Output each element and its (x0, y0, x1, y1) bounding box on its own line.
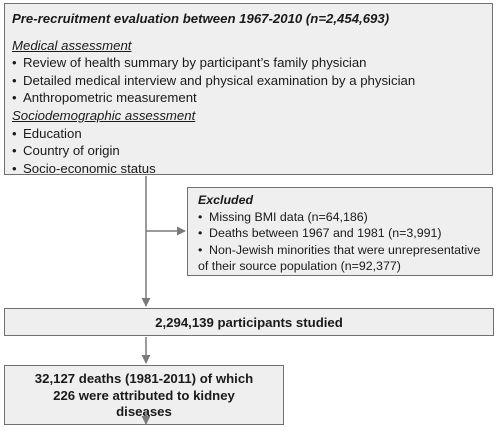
excluded-item: • Missing BMI data (n=64,186) (198, 209, 486, 226)
pre-recruitment-title: Pre-recruitment evaluation between 1967-2010 (n=2,454,693) (12, 11, 390, 26)
excluded-item-continuation: of their source population (n=92,377) (198, 259, 401, 274)
medical-item: • Review of health summary by participant’s family physician (12, 54, 484, 72)
socio-item: • Education (12, 125, 484, 143)
excluded-heading: Excluded (198, 193, 254, 207)
medical-item: • Detailed medical interview and physical examination by a physician (12, 72, 484, 90)
medical-item: • Anthropometric measurement (12, 89, 484, 107)
excluded-item: • Deaths between 1967 and 1981 (n=3,991) (198, 225, 486, 242)
socio-item: • Country of origin (12, 142, 484, 160)
deaths-line: diseases (116, 404, 172, 420)
socio-item: • Socio-economic status (12, 160, 484, 178)
sociodemographic-assessment-heading: Sociodemographic assessment (12, 107, 196, 123)
excluded-item: • Non-Jewish minorities that were unrepresentative (198, 242, 486, 259)
deaths-line: 32,127 deaths (1981-2011) of which (34, 371, 254, 386)
participants-studied-label: 2,294,139 participants studied (155, 314, 343, 330)
medical-assessment-heading: Medical assessment (12, 37, 132, 53)
deaths-line: 226 were attributed to kidney (53, 387, 235, 403)
